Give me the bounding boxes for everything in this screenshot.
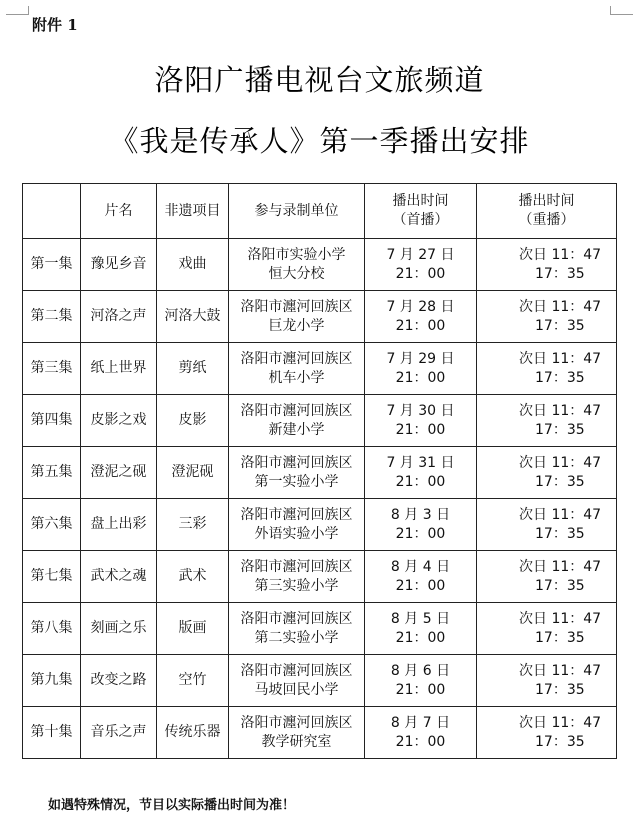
header-rerun-line2: （重播）	[518, 212, 575, 228]
unit-line1: 洛阳市瀍河回族区	[240, 350, 353, 367]
premiere-cell	[365, 343, 477, 395]
table-row	[23, 395, 617, 447]
rerun-cell	[477, 603, 617, 655]
rerun-time-1: 次日 11：47	[519, 506, 602, 523]
rerun-time-2: 17：35	[535, 421, 585, 438]
project-cell: 澄泥砚	[157, 447, 229, 499]
unit-cell	[229, 343, 365, 395]
episode-cell: 第八集	[23, 603, 81, 655]
unit-cell	[229, 291, 365, 343]
episode-cell: 第二集	[23, 291, 81, 343]
rerun-cell	[477, 551, 617, 603]
unit-cell	[229, 447, 365, 499]
premiere-time: 21：00	[395, 369, 446, 386]
premiere-time: 21：00	[395, 681, 446, 698]
title-cell: 澄泥之砚	[81, 447, 157, 499]
header-premiere-line2: （首播）	[392, 212, 449, 228]
episode-cell: 第七集	[23, 551, 81, 603]
rerun-time-2: 17：35	[535, 681, 585, 698]
title-cell: 改变之路	[81, 655, 157, 707]
unit-line2: 马坡回民小学	[254, 681, 339, 698]
project-cell: 版画	[157, 603, 229, 655]
rerun-time-2: 17：35	[535, 577, 585, 594]
table-row	[23, 603, 617, 655]
premiere-date: 7 月 30 日	[386, 402, 455, 419]
rerun-time-2: 17：35	[535, 265, 585, 282]
document-subtitle: 《我是传承人》第一季播出安排	[109, 124, 530, 158]
footer-note: 如遇特殊情况，节目以实际播出时间为准！	[48, 798, 296, 813]
rerun-cell	[477, 395, 617, 447]
rerun-cell	[477, 447, 617, 499]
episode-cell: 第四集	[23, 395, 81, 447]
unit-line1: 洛阳市瀍河回族区	[240, 714, 353, 731]
premiere-date: 8 月 4 日	[390, 558, 451, 575]
unit-line1: 洛阳市瀍河回族区	[240, 610, 353, 627]
table-row	[23, 707, 617, 759]
episode-cell: 第十集	[23, 707, 81, 759]
premiere-date: 7 月 31 日	[386, 454, 455, 471]
unit-line2: 新建小学	[268, 421, 325, 438]
rerun-cell	[477, 239, 617, 291]
table-header-row	[23, 184, 617, 239]
header-project: 非遗项目	[157, 184, 229, 239]
premiere-time: 21：00	[395, 525, 446, 542]
premiere-time: 21：00	[395, 421, 446, 438]
episode-cell: 第五集	[23, 447, 81, 499]
rerun-time-2: 17：35	[535, 317, 585, 334]
premiere-date: 7 月 28 日	[386, 298, 455, 315]
premiere-time: 21：00	[395, 317, 446, 334]
unit-line1: 洛阳市瀍河回族区	[240, 558, 353, 575]
project-cell: 剪纸	[157, 343, 229, 395]
premiere-cell	[365, 395, 477, 447]
rerun-time-1: 次日 11：47	[519, 662, 602, 679]
unit-line2: 恒大分校	[268, 265, 325, 282]
rerun-time-2: 17：35	[535, 369, 585, 386]
unit-cell	[229, 239, 365, 291]
premiere-cell	[365, 655, 477, 707]
rerun-cell	[477, 343, 617, 395]
project-cell: 武术	[157, 551, 229, 603]
unit-cell	[229, 395, 365, 447]
unit-line1: 洛阳市瀍河回族区	[240, 454, 353, 471]
title-cell: 豫见乡音	[81, 239, 157, 291]
document-title: 洛阳广播电视台文旅频道	[154, 63, 485, 97]
unit-line1: 洛阳市瀍河回族区	[240, 506, 353, 523]
project-cell: 空竹	[157, 655, 229, 707]
premiere-date: 8 月 7 日	[390, 714, 451, 731]
rerun-time-1: 次日 11：47	[519, 610, 602, 627]
project-cell: 皮影	[157, 395, 229, 447]
table-row	[23, 655, 617, 707]
title-cell: 刻画之乐	[81, 603, 157, 655]
rerun-time-1: 次日 11：47	[519, 454, 602, 471]
unit-line1: 洛阳市瀍河回族区	[240, 402, 353, 419]
rerun-time-1: 次日 11：47	[519, 298, 602, 315]
unit-cell	[229, 499, 365, 551]
table-row	[23, 499, 617, 551]
unit-line1: 洛阳市瀍河回族区	[240, 298, 353, 315]
project-cell: 三彩	[157, 499, 229, 551]
table-row	[23, 343, 617, 395]
page-corner-mark-right	[610, 6, 633, 15]
premiere-date: 7 月 29 日	[386, 350, 455, 367]
project-cell: 戏曲	[157, 239, 229, 291]
title-cell: 河洛之声	[81, 291, 157, 343]
premiere-time: 21：00	[395, 577, 446, 594]
unit-cell	[229, 655, 365, 707]
premiere-cell	[365, 239, 477, 291]
project-cell: 传统乐器	[157, 707, 229, 759]
premiere-cell	[365, 447, 477, 499]
page-corner-mark-left	[6, 6, 29, 15]
header-rerun	[477, 184, 617, 239]
title-cell: 皮影之戏	[81, 395, 157, 447]
header-premiere	[365, 184, 477, 239]
episode-cell: 第九集	[23, 655, 81, 707]
unit-cell	[229, 707, 365, 759]
premiere-cell	[365, 551, 477, 603]
premiere-time: 21：00	[395, 265, 446, 282]
table-row	[23, 291, 617, 343]
unit-line2: 外语实验小学	[254, 525, 339, 542]
header-name: 片名	[81, 184, 157, 239]
premiere-date: 8 月 3 日	[390, 506, 451, 523]
premiere-time: 21：00	[395, 733, 446, 750]
unit-line2: 教学研究室	[261, 733, 332, 750]
project-cell: 河洛大鼓	[157, 291, 229, 343]
episode-cell: 第一集	[23, 239, 81, 291]
unit-line2: 第三实验小学	[254, 577, 339, 594]
unit-line1: 洛阳市实验小学	[247, 246, 346, 263]
episode-cell: 第三集	[23, 343, 81, 395]
rerun-cell	[477, 291, 617, 343]
header-episode	[23, 184, 81, 239]
premiere-date: 7 月 27 日	[386, 246, 455, 263]
premiere-cell	[365, 499, 477, 551]
rerun-time-1: 次日 11：47	[519, 350, 602, 367]
header-premiere-line1: 播出时间	[392, 193, 449, 209]
rerun-time-2: 17：35	[535, 629, 585, 646]
episode-cell: 第六集	[23, 499, 81, 551]
unit-line1: 洛阳市瀍河回族区	[240, 662, 353, 679]
unit-cell	[229, 551, 365, 603]
header-unit: 参与录制单位	[229, 184, 365, 239]
unit-cell	[229, 603, 365, 655]
unit-line2: 机车小学	[268, 369, 325, 386]
title-cell: 盘上出彩	[81, 499, 157, 551]
attachment-label: 附件 1	[32, 16, 78, 34]
title-cell: 武术之魂	[81, 551, 157, 603]
table-row	[23, 447, 617, 499]
rerun-time-1: 次日 11：47	[519, 714, 602, 731]
table-row	[23, 551, 617, 603]
premiere-time: 21：00	[395, 629, 446, 646]
rerun-time-2: 17：35	[535, 473, 585, 490]
premiere-date: 8 月 6 日	[390, 662, 451, 679]
unit-line2: 巨龙小学	[268, 317, 325, 334]
rerun-time-2: 17：35	[535, 733, 585, 750]
schedule-table	[22, 183, 617, 759]
schedule-body	[23, 239, 617, 759]
premiere-cell	[365, 603, 477, 655]
rerun-cell	[477, 655, 617, 707]
header-rerun-line1: 播出时间	[518, 193, 575, 209]
rerun-time-2: 17：35	[535, 525, 585, 542]
rerun-cell	[477, 499, 617, 551]
premiere-date: 8 月 5 日	[390, 610, 451, 627]
unit-line2: 第二实验小学	[254, 629, 339, 646]
premiere-cell	[365, 707, 477, 759]
title-cell: 纸上世界	[81, 343, 157, 395]
premiere-time: 21：00	[395, 473, 446, 490]
rerun-cell	[477, 707, 617, 759]
premiere-cell	[365, 291, 477, 343]
rerun-time-1: 次日 11：47	[519, 246, 602, 263]
rerun-time-1: 次日 11：47	[519, 402, 602, 419]
table-row	[23, 239, 617, 291]
unit-line2: 第一实验小学	[254, 473, 339, 490]
title-cell: 音乐之声	[81, 707, 157, 759]
rerun-time-1: 次日 11：47	[519, 558, 602, 575]
